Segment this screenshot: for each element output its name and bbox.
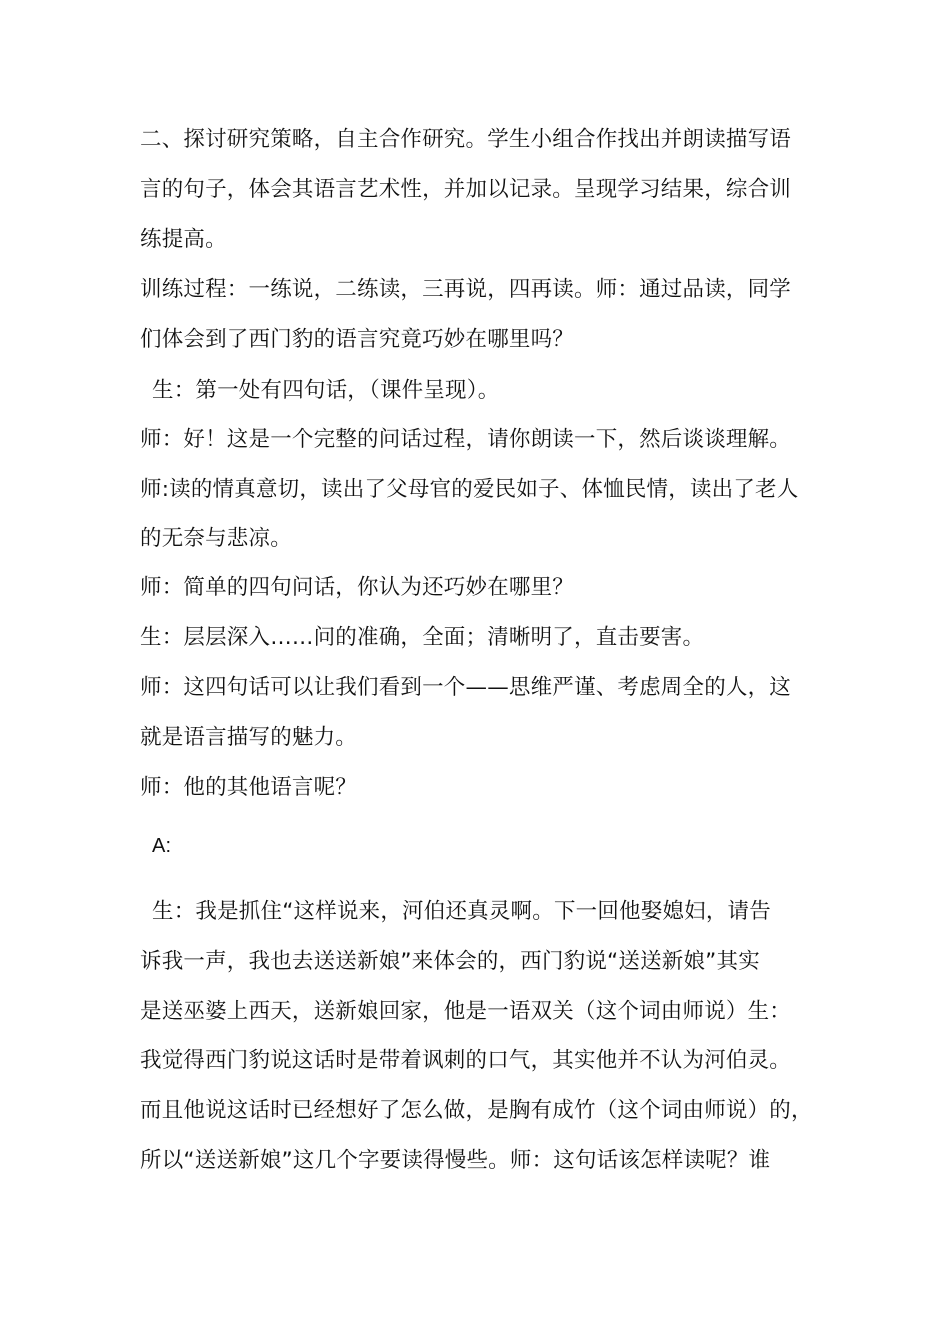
paragraph-line-16: 生：我是抓住“这样说来，河伯还真灵啊。下一回他娶媳妇，请告: [152, 899, 771, 924]
paragraph-line-2: 言的句子，体会其语言艺术性，并加以记录。呈现学习结果，综合训: [140, 177, 792, 202]
paragraph-line-11: 生：层层深入……问的准确，全面；清晰明了，直击要害。: [140, 625, 705, 650]
paragraph-line-7: 师：好！这是一个完整的问话过程，请你朗读一下，然后谈谈理解。: [140, 427, 792, 452]
paragraph-line-18: 是送巫婆上西天，送新娘回家，他是一语双关（这个词由师说）生：: [140, 999, 792, 1024]
paragraph-line-9: 的无奈与悲凉。: [140, 526, 292, 551]
paragraph-line-20: 而且他说这话时已经想好了怎么做，是胸有成竹（这个词由师说）的，: [140, 1098, 813, 1123]
paragraph-line-1: 二、探讨研究策略，自主合作研究。学生小组合作找出并朗读描写语: [140, 127, 792, 152]
paragraph-line-14: 师：他的其他语言呢？: [140, 775, 358, 800]
paragraph-line-10: 师：简单的四句问话，你认为还巧妙在哪里？: [140, 575, 575, 600]
paragraph-line-5: 们体会到了西门豹的语言究竟巧妙在哪里吗？: [140, 327, 575, 352]
paragraph-line-8: 师:读的情真意切，读出了父母官的爱民如子、体恤民情，读出了老人: [140, 477, 799, 502]
paragraph-line-12: 师：这四句话可以让我们看到一个——思维严谨、考虑周全的人，这: [140, 675, 792, 700]
paragraph-line-19: 我觉得西门豹说这话时是带着讽刺的口气，其实他并不认为河伯灵。: [140, 1048, 792, 1073]
paragraph-line-15: A:: [152, 835, 172, 857]
paragraph-line-4: 训练过程：一练说，二练读，三再说，四再读。师：通过品读，同学: [140, 277, 792, 302]
paragraph-line-3: 练提高。: [140, 227, 227, 252]
paragraph-line-13: 就是语言描写的魅力。: [140, 725, 358, 750]
paragraph-line-6: 生：第一处有四句话，（课件呈现）。: [152, 378, 500, 403]
paragraph-line-17: 诉我一声，我也去送送新娘”来体会的，西门豹说“送送新娘”其实: [140, 949, 760, 974]
paragraph-line-21: 所以“送送新娘”这几个字要读得慢些。师：这句话该怎样读呢？谁: [140, 1148, 771, 1173]
